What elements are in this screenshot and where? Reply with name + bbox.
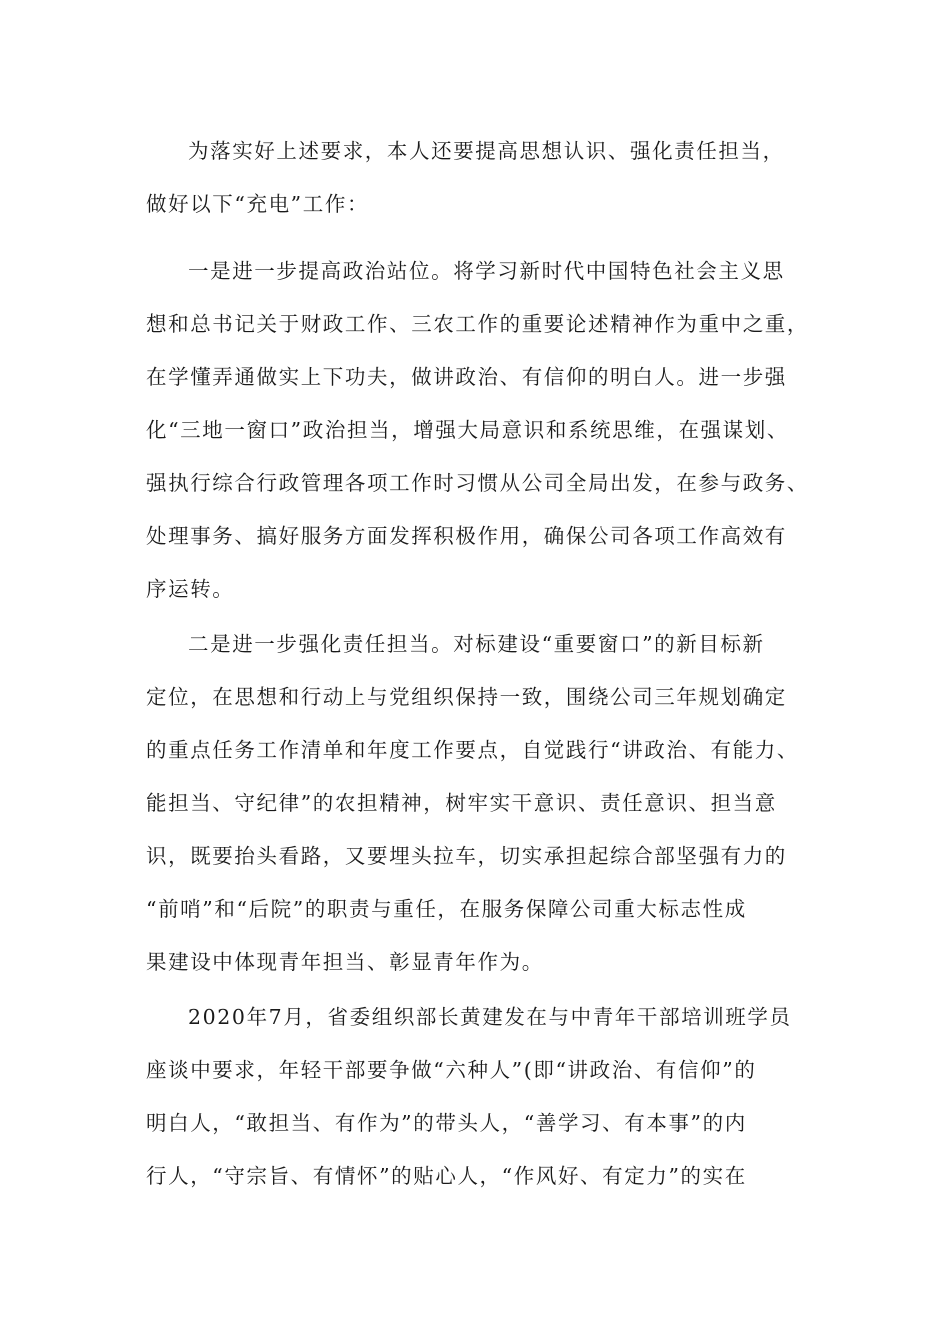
paragraph-2-line-6: 处理事务、搞好服务方面发挥积极作用，确保公司各项工作高效有 [146, 524, 787, 548]
paragraph-1-line-2: 做好以下“充电”工作： [146, 192, 370, 216]
paragraph-3-line-4: 能担当、守纪律”的农担精神，树牢实干意识、责任意识、担当意 [146, 791, 777, 815]
paragraph-2-line-5: 强执行综合行政管理各项工作时习惯从公司全局出发，在参与政务、 [146, 471, 809, 495]
paragraph-4-line-1: 2020年7月，省委组织部长黄建发在与中青年干部培训班学员 [188, 1005, 792, 1029]
paragraph-2-line-1: 一是进一步提高政治站位。将学习新时代中国特色社会主义思 [188, 259, 785, 283]
paragraph-2-line-2: 想和总书记关于财政工作、三农工作的重要论述精神作为重中之重， [146, 312, 809, 336]
paragraph-3-line-5: 识，既要抬头看路，又要埋头拉车，切实承担起综合部坚强有力的 [146, 844, 787, 868]
paragraph-3-line-1: 二是进一步强化责任担当。对标建设“重要窗口”的新目标新 [188, 632, 765, 656]
paragraph-4-line-4: 行人，“守宗旨、有情怀”的贴心人，“作风好、有定力”的实在 [146, 1164, 747, 1188]
paragraph-1-line-1: 为落实好上述要求，本人还要提高思想认识、强化责任担当， [188, 139, 785, 163]
paragraph-2-line-4: 化“三地一窗口”政治担当，增强大局意识和系统思维，在强谋划、 [146, 418, 789, 442]
paragraph-3-line-2: 定位，在思想和行动上与党组织保持一致，围绕公司三年规划确定 [146, 685, 787, 709]
paragraph-2-line-7: 序运转。 [146, 577, 235, 601]
paragraph-4-line-2: 座谈中要求，年轻干部要争做“六种人”(即“讲政治、有信仰”的 [146, 1058, 757, 1082]
paragraph-3-line-7: 果建设中体现青年担当、彰显青年作为。 [146, 950, 544, 974]
paragraph-3-line-3: 的重点任务工作清单和年度工作要点，自觉践行“讲政治、有能力、 [146, 738, 799, 762]
paragraph-3-line-6: “前哨”和“后院”的职责与重任，在服务保障公司重大标志性成 [146, 897, 747, 921]
paragraph-2-line-3: 在学懂弄通做实上下功夫，做讲政治、有信仰的明白人。进一步强 [146, 365, 787, 389]
paragraph-4-line-3: 明白人，“敢担当、有作为”的带头人，“善学习、有本事”的内 [146, 1111, 747, 1135]
